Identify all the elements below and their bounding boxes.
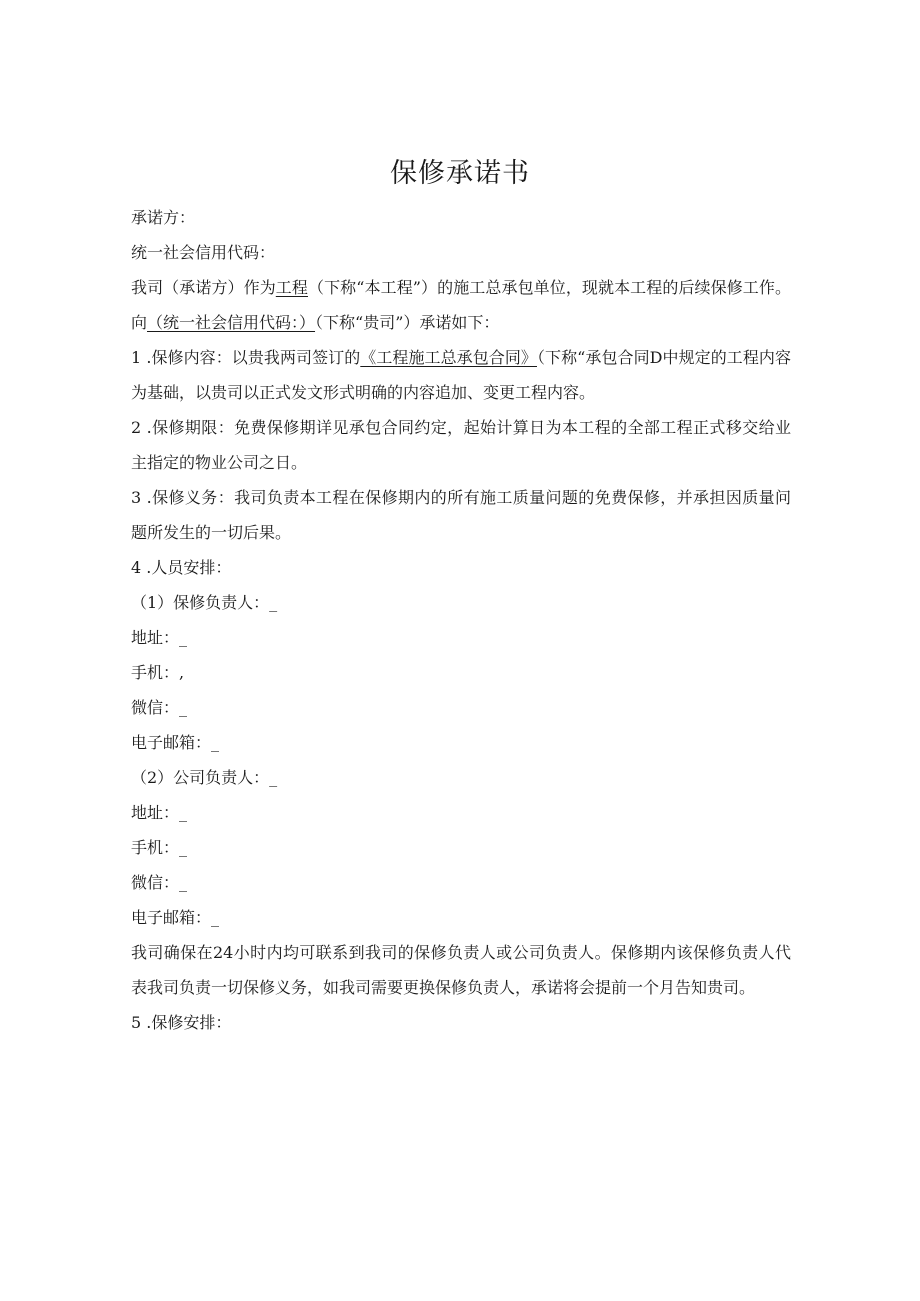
repair-lead-heading: （1）保修负责人：_ (131, 593, 278, 612)
contract-name: 《工程施工总承包合同》 (360, 348, 537, 367)
intro-text-3: （下称“贵司”）承诺如下： (315, 313, 500, 332)
page-title: 保修承诺书 (390, 158, 530, 189)
intro-text-1: 我司（承诺方）作为 (131, 278, 276, 297)
project-name-blank: 工程 (275, 278, 308, 297)
repair-lead-address: 地址：_ (131, 628, 188, 647)
company-lead-mobile: 手机：_ (131, 838, 188, 857)
document-body (131, 200, 791, 1040)
item-1-paragraph (131, 340, 791, 410)
company-lead-wechat: 微信：_ (131, 873, 188, 892)
repair-lead-email: 电子邮箱：_ (131, 733, 220, 752)
promisor-line: 承诺方： (131, 208, 196, 227)
repair-lead-mobile: 手机：, (131, 663, 185, 682)
item-4-heading: 4 .人员安排： (131, 558, 232, 577)
company-lead-address: 地址：_ (131, 803, 188, 822)
credit-code-blank: （统一社会信用代码：） (147, 313, 316, 332)
item-3-paragraph: 3 .保修义务：我司负责本工程在保修期内的所有施工质量问题的免费保修，并承担因质量问题所发生的一切后果。 (131, 488, 791, 542)
item-5-heading: 5 .保修安排： (131, 1013, 232, 1032)
assurance-paragraph: 我司确保在24小时内均可联系到我司的保修负责人或公司负责人。保修期内该保修负责人代表我司负责一切保修义务，如我司需要更换保修负责人，承诺将会提前一个月告知贵司。 (131, 943, 791, 997)
company-lead-heading: （2）公司负责人：_ (131, 768, 278, 787)
credit-code-line: 统一社会信用代码： (131, 243, 276, 262)
intro-text-2: （下称“本工程”）的施工总承包单位，现就本工程的后续保修工作。向 (131, 278, 791, 332)
intro-paragraph (131, 270, 791, 340)
item-2-paragraph: 2 .保修期限：免费保修期详见承包合同约定，起始计算日为本工程的全部工程正式移交给业主指定的物业公司之日。 (131, 418, 791, 472)
item-1-text-1: 1 .保修内容：以贵我两司签订的 (131, 348, 361, 367)
company-lead-email: 电子邮箱：_ (131, 908, 220, 927)
repair-lead-wechat: 微信：_ (131, 698, 188, 717)
item-1-text-2: （下称“承包合同D中规定的工程内容为基础，以贵司以正式发文形式明确的内容追加、变更工程内容。 (131, 348, 791, 402)
